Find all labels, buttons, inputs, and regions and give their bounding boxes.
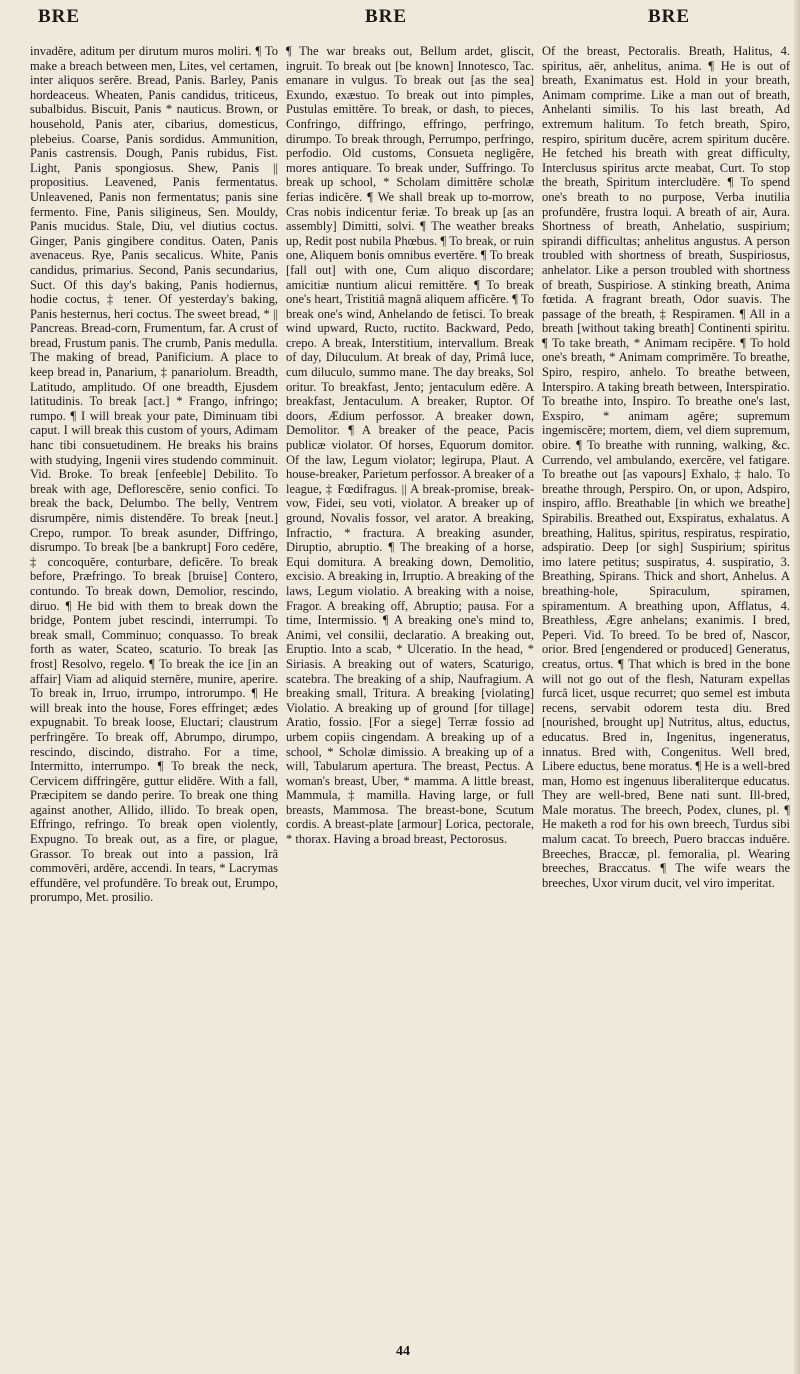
running-head-right: BRE [648,6,691,27]
page-edge [794,0,800,1374]
column-center-text: ¶ The war breaks out, Bellum ardet, gliscit, ingruit. To break out [be known] Innotesco, Tac. emanare in vulgus. To break out [as the sea] Exundo, exæstuo. To break out into pimples, Pustulas emittĕre. To break, or dash, to pieces, Confringo, diffringo, effringo, perfringo, dirumpo. To break through, Perrumpo, perfringo, perfodio. Old customs, Consueta negligĕre, mores antiquare. To break under, Suffringo. To break up school, * Scholam dimittĕre scholæ ferias indicĕre. ¶ We shall break up to-morrow, Cras nobis indicentur feriæ. To break up [as an assembly] Dimitti, solvi. ¶ The weather breaks up, Redit post nubila Phœbus. ¶ To break, or ruin one, Aliquem bonis omnibus evertĕre. ¶ To break [fall out] with one, Cum aliquo discordare; amicitiæ nuntium alicui remittĕre. ¶ To break one's heart, Tristitiâ magnâ aliquem afficĕre. ¶ To break one's wind, Anhelando de fetisci. To break wind upward, Ructo, ructito. Backward, Pedo, crepo. A break, Interstitium, intervallum. Break of day, Diluculum. At break of day, Primâ luce, cum diluculo, summo mane. The day breaks, Sol oritur. To breakfast, Jento; jentaculum edĕre. A breakfast, Jentaculum. A breaker, Ruptor. Of doors, Ædium perfossor. A breaker down, Demolitor. ¶ A breaker of the peace, Pacis publicæ violator. Of horses, Equorum domitor. Of the law, Legum violator; legirupa, Plaut. A house-breaker, Parietum perfossor. A breaker of a league, ‡ Fœdifragus. || A break-promise, break-vow, Fidei, seu voti, violator. A breaker up of ground, Novalis fossor, vel arator. A breaking, Infractio, * fractura. A breaking asunder, Diruptio, abruptio. ¶ The breaking of a horse, Equi domitura. A breaking down, Demolitio, excisio. A breaking in, Irruptio. A breaking of the laws, Legum violatio. A breaking with a noise, Fragor. A breaking off, Abruptio; pausa. For a time, Intermissio. ¶ A breaking one's mind to, Animi, vel consilii, declaratio. A breaking out, Eruptio. Into a scab, * Ulceratio. In the head, * Siriasis. A breaking out of waters, Scaturigo, scatebra. The breaking of a ship, Naufragium. A breaking small, Tritura. A breaking [violating] Violatio. A breaking up of ground [for tillage] Aratio, fossio. [For a siege] Terræ fossio ad urbem copiis cingendam. A breaking up of a school, * Scholæ dimissio. A breaking up of a will, Tabularum apertura. The breast, Pectus. A woman's breast, Uber, * mamma. A little breast, Mammula, ‡ mamilla. Having large, or full breasts, Mammosa. The breast-bone, Scutum cordis. A breast-plate [armour] Lorica, pectorale, * thorax. Having a broad breast, Pectorosus. [286,44,534,847]
column-left-text: invadĕre, aditum per dirutum muros moliri. ¶ To make a breach between men, Lites, vel certamen, inter aliquos serĕre. Bread, Panis. Barley, Panis hordeaceus. Wheaten, Panis candidus, triticeus, subalbidus. Biscuit, Panis * nauticus. Brown, or household, Panis ater, cibarius, domesticus, plebeius. Coarse, Panis sordidus. Ammunition, Panis castrensis. Dough, Panis rubidus, Fist. Light, Panis spongiosus. Shew, Panis || propositius. Leavened, Panis fermentatus. Unleavened, Panis non fermentatus; panis sine fermento. Fine, Panis siligineus, Sen. Mouldy, Panis mucidus. Stale, Diu, vel diutius coctus. Ginger, Panis gingibere conditus. Oaten, Panis avenaceus. Rye, Panis secalicus. White, Panis candidus, primarius. Second, Panis secundarius, Suct. Of this day's baking, Panis hodiernus, hodie coctus, ‡ tener. Of yesterday's baking, Panis hesternus, heri coctus. The sweet bread, * || Pancreas. Bread-corn, Frumentum, far. A crust of bread, Frustum panis. The crumb, Panis medulla. The making of bread, Panificium. A place to keep bread in, Panarium, ‡ panariolum. Breadth, Latitudo, amplitudo. Of one breadth, Ejusdem latitudinis. To break [act.] * Frango, infringo; rumpo. ¶ I will break your pate, Diminuam tibi caput. I will break this custom of yours, Adimam hanc tibi consuetudinem. He breaks his brains with studying, Ingenii vires studendo comminuit. Vid. Broke. To break [enfeeble] Debilito. To break with age, Deflorescĕre, senio confici. To break the back, Delumbo. The belly, Ventrem disrumpĕre, nimis distendĕre. To break [neut.] Crepo, rumpor. To break asunder, Diffringo, disrumpo. To break [be a bankrupt] Foro cedĕre, ‡ concoquĕre, conturbare, deficĕre. To break before, Præfringo. To break [bruise] Contero, contundo. To break down, Demolior, rescindo, diruo. ¶ He bid with them to break down the bridge, Pontem jubet rescindi, interrumpi. To break small, Comminuo; conquasso. To break forth as water, Scateo, scaturio. To break [as frost] Resolvo, regelo. ¶ To break the ice [in an affair] Viam ad aliquid sternĕre, munire, aperire. To break in, Irruo, irrumpo, introrumpo. ¶ He will break into the house, Fores effringet; ædes expugnabit. To break loose, Eluctari; claustrum perfringĕre. To break off, Abrumpo, dirumpo, rescindo, discindo, distraho. For a time, Intermitto, interrumpo. ¶ To break the neck, Cervicem diffringĕre, guttur elidĕre. With a fall, Præcipitem se dando perire. To break one thing against another, Allido, illido. To break open, Effringo, refringo. To break open violently, Expugno. To break out, as a fire, or plague, Grassor. To break out into a passion, Irâ commovēri, ardĕre, accendi. In tears, * Lacrymas effundĕre, vel profundĕre. To break out, Erumpo, prorumpo, Met. prosilio. [30,44,278,905]
column-right [542,44,790,1344]
column-left [30,44,278,1344]
column-center [286,44,534,1344]
running-heads [0,6,800,32]
page-number: 44 [396,1344,410,1359]
text-columns [30,44,790,1344]
running-head-center: BRE [365,6,408,27]
running-head-left: BRE [38,6,81,27]
column-right-text: Of the breast, Pectoralis. Breath, Halitus, 4. spiritus, aër, anhelitus, anima. ¶ He is out of breath, Exanimatus est. Hold in your breath, Animam comprime. Like a man out of breath, Anhelanti similis. To his last breath, Ad extremum halitum. To fetch breath, Spiro, respiro, spiritum ducĕre, acrem spiritum ducĕre. He fetched his breath with great difficulty, Interclusus spiritus arcte meabat, Curt. To stop the breath, Spiritum intercludĕre. ¶ To spend one's breath to no purpose, Verba inutilia profundĕre, frustra loqui. A breath of air, Aura. Shortness of breath, Anhelatio, suspirium; spirandi difficultas; anhelitus angustus. A person troubled with shortness of breath, Suspiriosus, anhelator. Like a person troubled with shortness of breath, Suspiriose. A stinking breath, Anima fœtida. A fragrant breath, Odor suavis. The passage of the breath, ‡ Respiramen. ¶ All in a breath [without taking breath] Continenti spiritu. ¶ To take breath, * Animam recipĕre. ¶ To hold one's breath, * Animam comprimĕre. To breathe, Spiro, respiro, anhelo. To breathe between, Interspiro. A taking breath between, Interspiratio. To breathe into, Inspiro. To breathe one's last, Exspiro, * animam agĕre; supremum ingemiscĕre; mortem, diem, vel diem supremum, obire. ¶ To breathe with running, walking, &c. Currendo, vel ambulando, exercĕre, vel fatigare. To breathe out [as vapours] Exhalo, ‡ halo. To breathe through, Perspiro. On, or upon, Adspiro, inspiro, afflo. Breathable [in which we breathe] Spirabilis. Breathed out, Exspiratus, exhalatus. A breathing, Halitus, spiritus, respiratus, respiratio, adspiratio. Deep [or sigh] Suspirium; spiritus imo latere petitus; suspiratus, 4. suspiratio, 3. Breathing, Spirans. Thick and short, Anhelus. A breathing-hole, Spiraculum, spiramen, spiramentum. A breathing upon, Afflatus, 4. Breathless, Ægre anhelans; exanimis. I bred, Peperi. Vid. To breed. To be bred of, Nascor, orior. Bred [engendered or produced] Generatus, creatus, ortus. ¶ That which is bred in the bone will not go out of the flesh, Naturam expellas furcâ licet, usque recurret; quo semel est imbuta recens, servabit odorem testa diu. Bred [nourished, brought up] Nutritus, altus, eductus, educatus. Bred in, Ingenitus, ingeneratus, innatus. Bred with, Congenitus. Well bred, Libere eductus, bene moratus. ¶ He is a well-bred man, Homo est ingenuus liberaliterque educatus. They are well-bred, Bene nati sunt. Ill-bred, Male moratus. The breech, Podex, clunes, pl. ¶ He maketh a rod for his own breech, Turdus sibi malum cacat. To breech, Puero braccas induĕre. Breeches, Braccæ, pl. femoralia, pl. Wearing breeches, Braccatus. ¶ The wife wears the breeches, Uxor virum ducit, vel viro imperitat. [542,44,790,890]
